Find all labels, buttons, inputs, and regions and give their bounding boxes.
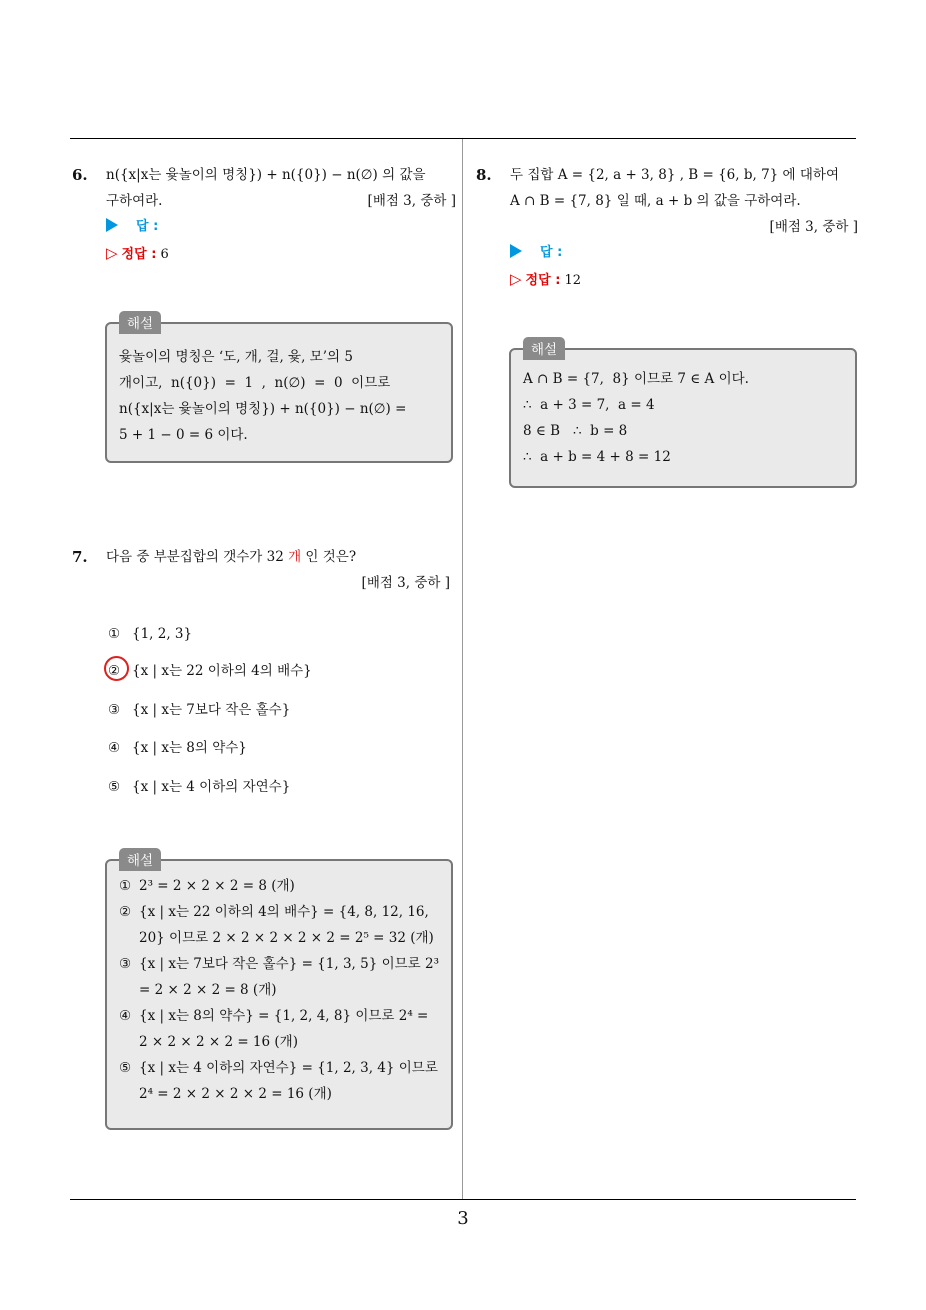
problem-6 <box>72 162 456 268</box>
choice-text: {x | x는 8의 약수} <box>132 740 247 756</box>
answer-label: 답 : <box>540 245 563 260</box>
solution-tab: 해설 <box>119 311 161 334</box>
choice-text: {x | x는 4 이하의 자연수} <box>132 779 291 795</box>
page-number: 3 <box>457 1208 469 1229</box>
item-number: ⑤ <box>119 1060 132 1076</box>
item-text: {x | x는 4 이하의 자연수} = {1, 2, 3, 4} 이므로 2⁴ = 2 × 2 × 2 × 2 = 16 (개) <box>139 1060 438 1102</box>
score-meta: [배점 3, 중하 ] <box>769 219 858 235</box>
solution-list <box>107 861 451 1117</box>
problem-text <box>106 544 450 570</box>
item-text: {x | x는 8의 약수} = {1, 2, 4, 8} 이므로 2⁴ = 2 × 2 × 2 × 2 = 16 (개) <box>139 1008 429 1050</box>
choice-2[interactable] <box>108 661 312 681</box>
problem-7 <box>72 544 450 596</box>
choice-number: ④ <box>108 740 121 756</box>
problem-text-cont: A ∩ B = {7, 8} 일 때, a + b 의 값을 구하여라. <box>510 193 801 209</box>
answer-label: 답 : <box>136 219 159 234</box>
choice-1[interactable] <box>108 624 192 644</box>
column-divider <box>462 139 463 1199</box>
choice-number: ⑤ <box>108 779 121 795</box>
item-number: ② <box>119 904 132 920</box>
selected-answer-circle <box>104 656 129 681</box>
problem-text-b: 인 것은? <box>301 549 357 565</box>
choice-number: ③ <box>108 702 121 718</box>
correct-answer-row <box>106 240 456 268</box>
problem-number: 8. <box>476 166 492 184</box>
solution-box-6 <box>105 316 453 463</box>
choice-number: ① <box>108 626 121 642</box>
score-meta: [배점 3, 중하 ] <box>367 193 456 209</box>
solution-box-7 <box>105 853 453 1130</box>
correct-value: 12 <box>564 273 582 288</box>
solution-item <box>119 951 439 1003</box>
problem-text: 두 집합 A = {2, a + 3, 8} , B = {6, b, 7} 에 대하여 <box>510 167 840 183</box>
solution-item <box>119 1055 439 1107</box>
highlighted-word: 개 <box>288 549 302 565</box>
solution-item <box>119 899 439 951</box>
item-number: ③ <box>119 956 132 972</box>
bottom-rule <box>70 1199 856 1200</box>
choice-text: {x | x는 22 이하의 4의 배수} <box>132 663 312 679</box>
choice-4[interactable] <box>108 738 247 758</box>
item-text: {x | x는 7보다 작은 홀수} = {1, 3, 5} 이므로 2³ = 2 × 2 × 2 = 8 (개) <box>139 956 439 998</box>
correct-value: 6 <box>160 247 169 262</box>
solution-tab: 해설 <box>119 848 161 871</box>
choice-3[interactable] <box>108 700 290 720</box>
score-meta: [배점 3, 중하 ] <box>361 575 450 591</box>
choice-text: {x | x는 7보다 작은 홀수} <box>132 702 291 718</box>
answer-row <box>106 214 456 240</box>
outline-triangle-icon: ▷ <box>106 244 118 262</box>
solution-text: A ∩ B = {7, 8} 이므로 7 ∈ A 이다. ∴ a + 3 = 7, a = 4 8 ∈ B ∴ b = 8 ∴ a + b = 4 + 8 = 12 <box>523 371 749 465</box>
choice-text: {1, 2, 3} <box>132 626 193 642</box>
problem-number: 6. <box>72 166 88 184</box>
choice-number: ② <box>108 663 121 679</box>
choice-5[interactable] <box>108 777 290 797</box>
correct-label: 정답 : <box>121 247 157 262</box>
item-text: {x | x는 22 이하의 4의 배수} = {4, 8, 12, 16, 20} 이므로 2 × 2 × 2 × 2 × 2 = 2⁵ = 32 (개) <box>139 904 434 946</box>
top-rule <box>70 138 856 139</box>
solution-tab: 해설 <box>523 337 565 360</box>
correct-answer-row <box>510 266 858 294</box>
solution-item <box>119 873 439 899</box>
play-triangle-icon <box>510 244 522 258</box>
solution-text: 윷놀이의 명칭은 ‘도, 개, 걸, 윷, 모’의 5 개이고, n({0}) = 1 , n(∅) = 0 이므로 n({x|x는 윷놀이의 명칭}) + n({0}) − n(∅) = 5 + 1 − 0 = 6 이다. <box>119 349 407 443</box>
play-triangle-icon <box>106 218 118 232</box>
solution-box-8 <box>509 342 857 488</box>
item-text: 2³ = 2 × 2 × 2 = 8 (개) <box>139 878 295 894</box>
outline-triangle-icon: ▷ <box>510 270 522 288</box>
problem-text: n({x|x는 윷놀이의 명칭}) + n({0}) − n(∅) 의 값을 <box>106 167 426 183</box>
item-number: ① <box>119 878 132 894</box>
solution-item <box>119 1003 439 1055</box>
item-number: ④ <box>119 1008 132 1024</box>
answer-row <box>510 240 858 266</box>
problem-8 <box>476 162 858 294</box>
problem-text-a: 다음 중 부분집합의 갯수가 32 <box>106 549 289 565</box>
problem-number: 7. <box>72 548 88 566</box>
correct-label: 정답 : <box>525 273 561 288</box>
problem-text-cont: 구하여라. <box>106 193 163 209</box>
